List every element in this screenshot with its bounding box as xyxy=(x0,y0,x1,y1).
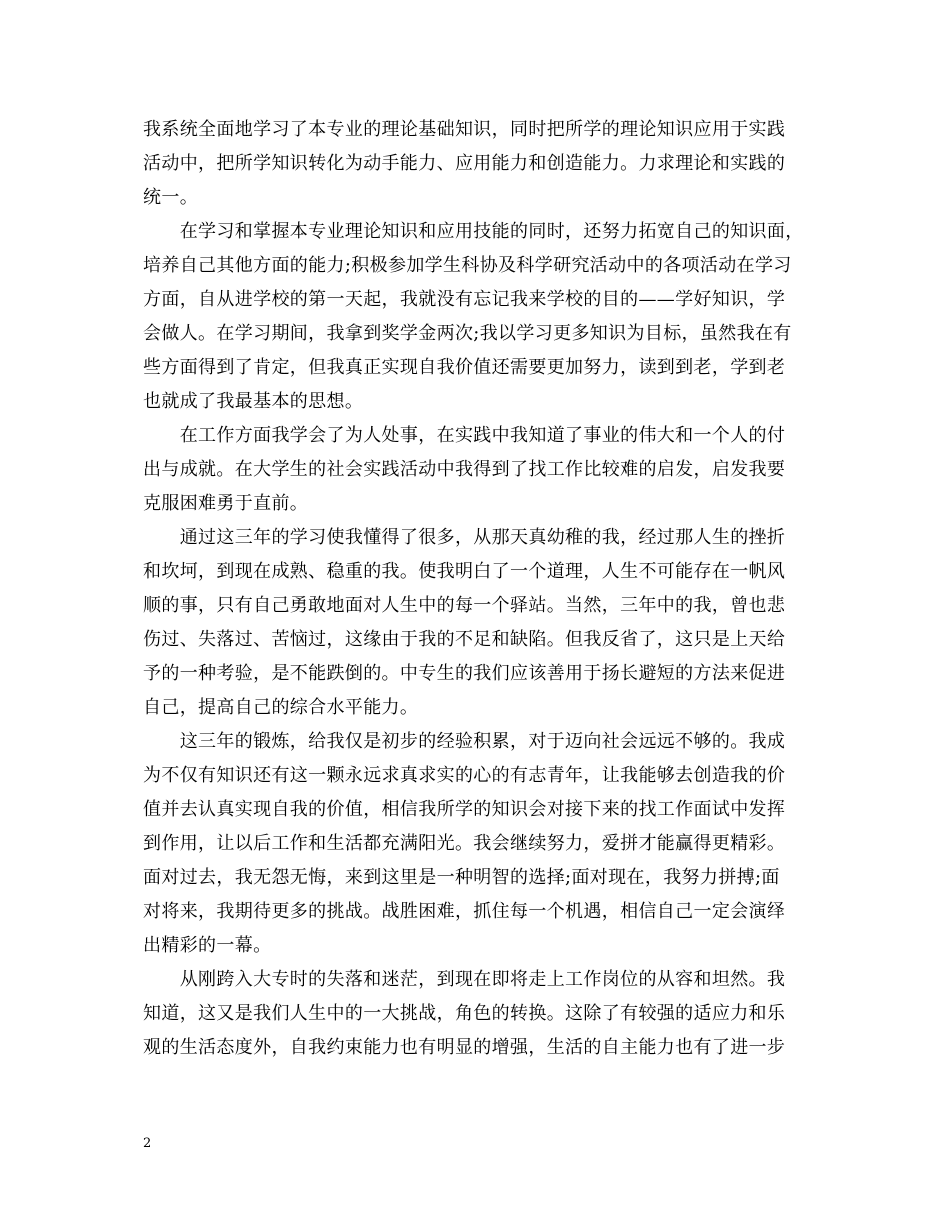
text-line: 知道，这又是我们人生中的一大挑战，角色的转换。这除了有较强的适应力和乐 xyxy=(143,1003,786,1024)
text-line: 观的生活态度外，自我约束能力也有明显的增强，生活的自主能力也有了进一步 xyxy=(143,1037,786,1058)
page-number: 2 xyxy=(143,1136,152,1151)
text-line: 这三年的锻炼，给我仅是初步的经验积累，对于迈向社会远远不够的。我成 xyxy=(143,731,786,752)
text-line: 活动中，把所学知识转化为动手能力、应用能力和创造能力。力求理论和实践的 xyxy=(143,153,786,174)
text-line: 克服困难勇于直前。 xyxy=(143,493,309,514)
text-line: 我系统全面地学习了本专业的理论基础知识，同时把所学的理论知识应用于实践 xyxy=(143,119,786,140)
text-line: 值并去认真实现自我的价值，相信我所学的知识会对接下来的找工作面试中发挥 xyxy=(143,799,786,820)
text-line: 也就成了我最基本的思想。 xyxy=(143,391,364,412)
text-line: 在工作方面我学会了为人处事，在实践中我知道了事业的伟大和一个人的付 xyxy=(143,425,786,446)
text-line: 对将来，我期待更多的挑战。战胜困难，抓住每一个机遇，相信自己一定会演绎 xyxy=(143,901,786,922)
document-body xyxy=(143,113,813,1065)
text-line: 通过这三年的学习使我懂得了很多，从那天真幼稚的我，经过那人生的挫折 xyxy=(143,527,786,548)
text-line: 和坎坷，到现在成熟、稳重的我。使我明白了一个道理，人生不可能存在一帆风 xyxy=(143,561,786,582)
text-line: 些方面得到了肯定，但我真正实现自我价值还需要更加努力，读到到老，学到老 xyxy=(143,357,786,378)
text-line: 培养自己其他方面的能力;积极参加学生科协及科学研究活动中的各项活动在学习 xyxy=(143,255,792,276)
text-line: 自己，提高自己的综合水平能力。 xyxy=(143,697,419,718)
text-line: 从刚跨入大专时的失落和迷茫，到现在即将走上工作岗位的从容和坦然。我 xyxy=(143,969,786,990)
text-line: 会做人。在学习期间，我拿到奖学金两次;我以学习更多知识为目标，虽然我在有 xyxy=(143,323,792,344)
text-line: 统一。 xyxy=(143,187,199,208)
text-line: 为不仅有知识还有这一颗永远求真求实的心的有志青年，让我能够去创造我的价 xyxy=(143,765,786,786)
text-line: 出与成就。在大学生的社会实践活动中我得到了找工作比较难的启发，启发我要 xyxy=(143,459,786,480)
text-line: 顺的事，只有自己勇敢地面对人生中的每一个驿站。当然，三年中的我，曾也悲 xyxy=(143,595,786,616)
text-line: 伤过、失落过、苦恼过，这缘由于我的不足和缺陷。但我反省了，这只是上天给 xyxy=(143,629,786,650)
text-line: 到作用，让以后工作和生活都充满阳光。我会继续努力，爱拼才能赢得更精彩。 xyxy=(143,833,786,854)
text-line: 在学习和掌握本专业理论知识和应用技能的同时，还努力拓宽自己的知识面， xyxy=(143,221,804,242)
text-line: 予的一种考验，是不能跌倒的。中专生的我们应该善用于扬长避短的方法来促进 xyxy=(143,663,786,684)
text-line: 出精彩的一幕。 xyxy=(143,935,272,956)
text-line: 面对过去，我无怨无悔，来到这里是一种明智的选择;面对现在，我努力拼搏;面 xyxy=(143,867,780,888)
text-line: 方面，自从进学校的第一天起，我就没有忘记我来学校的目的——学好知识，学 xyxy=(143,289,786,310)
